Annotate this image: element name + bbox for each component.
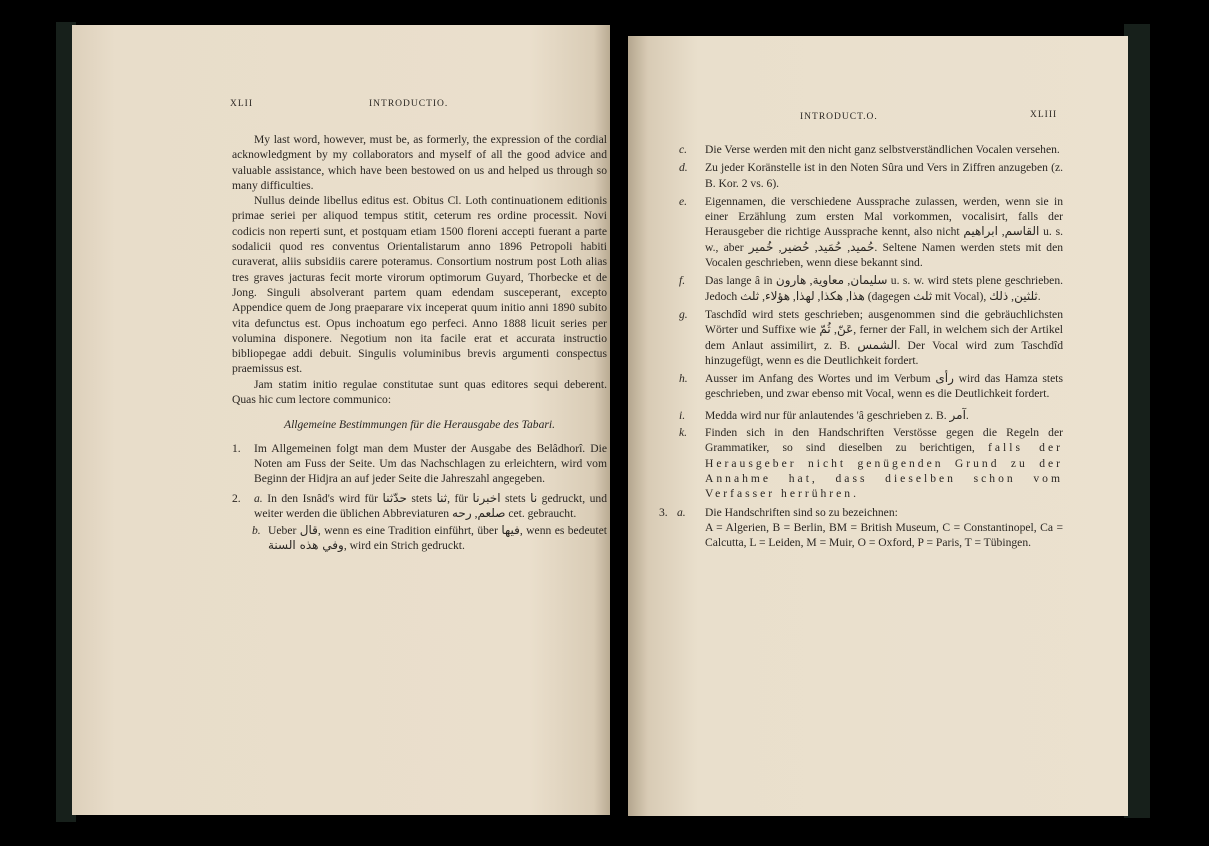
left-folio: XLII	[230, 99, 253, 109]
rule-k-text-1: Finden sich in den Handschriften Verstösse gegen die Regeln der Grammatiker, so sind dieselben zu berichtigen,	[705, 426, 1063, 455]
rule-2b-text-2: , wenn es eine Tradition einführt, über	[317, 524, 498, 538]
rule-2a-label: a.	[254, 491, 263, 505]
arabic-word: سليمان	[850, 273, 888, 288]
rule-e-text-3: . Seltene Namen werden stets mit den Vocalen geschrieben, wenn diese bekannt sind.	[705, 240, 1064, 270]
arabic-word: ذلك	[989, 288, 1009, 303]
arabic-word: ثلث	[913, 288, 933, 303]
rule-e-label: e.	[679, 194, 688, 208]
arabic-word: معاوية	[812, 273, 845, 288]
rule-e-text-2: u. s. w., aber	[705, 225, 1063, 254]
arabic-word: عَنّ	[836, 322, 854, 337]
arabic-word: هذا	[848, 288, 865, 303]
arabic-word: هارون	[775, 273, 807, 288]
rule-2a-text-6: ,	[474, 506, 478, 520]
arabic-word: هكذا	[820, 288, 844, 303]
rule-2b-label: b.	[252, 524, 261, 538]
arabic-word: حُميد	[850, 239, 875, 254]
rule-f-label: f.	[679, 274, 686, 288]
rule-k-label: k.	[679, 426, 688, 440]
rule-d-text: Zu jeder Koränstelle ist in den Noten Sûra und Vers in Ziffren anzugeben (z. B. Kor. 2 vs. 6).	[705, 161, 1063, 190]
arabic-word: ابراهيم	[963, 224, 998, 239]
arabic-word: هؤلاء	[765, 288, 791, 303]
rule-c-label: c.	[679, 143, 688, 156]
rule-2b	[232, 523, 607, 554]
rule-f-text-1: Das lange â in	[705, 274, 773, 288]
arabic-word: نا	[530, 490, 538, 505]
arabic-word: خُمير	[748, 239, 774, 254]
rule-f: f. Das lange â in سليمان, معاوية, هارون u. s. w. wird stets plene geschrieben. Jedoch هذا, هكذا, لهذا, هؤلاء, ثلث (dagegen ثلث mit Vocal), ثلثين, ذلك .	[679, 273, 1064, 303]
rule-3a	[659, 505, 1063, 551]
arabic-word: الشمس	[857, 337, 898, 352]
rule-h	[673, 371, 1063, 402]
rule-3a-label: a.	[677, 505, 686, 519]
rule-2a-text-3: , für	[447, 491, 469, 505]
arabic-word: آمر	[949, 407, 966, 422]
rule-f-text-2: u. s. w. wird stets plene geschrieben. Jedoch	[705, 274, 1064, 303]
rule-g-text-3: . Der Vocal wird zum Taschdîd hinzugefügt, wenn es die Deutlichkeit fordert.	[705, 338, 1064, 367]
rule-k	[673, 425, 1063, 501]
arabic-word: رحه	[452, 505, 472, 520]
arabic-word: اخبرنا	[472, 490, 501, 505]
arabic-word: رأى	[935, 371, 954, 386]
rule-2b-text-3: , wenn es bedeutet	[519, 524, 608, 538]
rule-3-number: 3.	[659, 505, 668, 519]
right-text-block	[659, 142, 1064, 550]
arabic-word: فيها	[501, 523, 520, 538]
rule-3a-text-1: Die Handschriften sind so zu bezeichnen:	[705, 505, 898, 519]
arabic-word: لهذا	[795, 288, 815, 303]
arabic-word: ثنا	[436, 490, 448, 505]
rule-2a	[232, 491, 607, 522]
rule-2a-text-2: stets	[411, 491, 433, 505]
rule-h-label: h.	[679, 372, 688, 386]
rule-f-text-3: (dagegen	[867, 289, 911, 303]
arabic-word: وفي هذه السنة	[268, 538, 344, 553]
arabic-word: ثلث	[740, 288, 760, 303]
rule-d-label: d.	[679, 161, 688, 175]
left-page	[72, 25, 610, 815]
left-paragraph-3: Jam statim initio regulae constitutae sunt quas editores sequi deberent. Quas hic cum lectore communico:	[232, 377, 607, 407]
rule-2a-text-1: In den Isnâd's wird für	[267, 491, 379, 505]
rule-2a-text-7: cet. gebraucht.	[508, 506, 577, 520]
rule-3a-text-2: A = Algerien, B = Berlin, BM = British Museum, C = Constantinopel, Ca = Calcutta, L = Leiden, M = Muir, O = Oxford, P = Paris, T = Tübingen.	[705, 520, 1063, 550]
rule-i: i. Medda wird nur für anlautendes 'â geschrieben z. B. آمر.	[679, 407, 969, 422]
rule-h-text-2: wird das Hamza stets geschrieben, und zwar ebenso mit Vocal, wenn es die Deutlichkeit fordert.	[705, 372, 1063, 401]
arabic-word: صلعم	[477, 505, 506, 520]
rule-2b-text-4: , wird ein Strich gedruckt.	[343, 539, 465, 553]
arabic-word: قال	[299, 523, 318, 538]
arabic-word: ثلثين	[1014, 288, 1038, 303]
right-folio: XLIII	[1030, 110, 1058, 120]
right-running-head: INTRODUCT.O.	[800, 112, 878, 122]
rule-e: e. Eigennamen, die verschiedene Aussprache zulassen, werden, wenn sie in einer Erzählung zum ersten Mal vorkommen, vocalisirt, falls der Herausgeber die richtige Aussprache kennt, also nicht القاسم, ابراهيم u. s. w., aber حُميد, حُمَيد, حُضير, خُمير . Seltene Namen werden stets mit den Vocalen geschrieben, wenn diese bekannt sind.	[679, 194, 1064, 270]
rule-i-text-1: Medda wird nur für anlautendes 'â geschrieben z. B.	[705, 408, 947, 422]
rule-h-text-1: Ausser im Anfang des Wortes und im Verbum	[705, 372, 931, 386]
arabic-word: ثُمّ	[819, 322, 831, 337]
arabic-word: القاسم	[1004, 224, 1040, 239]
rule-k-text-2: falls der Herausgeber nicht genügenden Grund zu der Annahme hat, dass dieselben schon vom Verfasser herrühren.	[705, 441, 1063, 501]
rule-1-number: 1.	[232, 441, 241, 455]
left-text-block	[232, 132, 607, 554]
rule-2b-text-1: Ueber	[268, 524, 297, 538]
rule-2a-text-5: gedruckt, und weiter werden die üblichen Abbreviaturen	[254, 491, 608, 520]
rule-2-number: 2.	[232, 491, 241, 505]
rules-heading: Allgemeine Bestimmungen für die Herausgabe des Tabari.	[283, 418, 556, 432]
rule-c	[673, 142, 1063, 157]
rule-g: g. Taschdîd wird stets geschrieben; ausgenommen sind die gebräuchlichsten Wörter und Suffixe wie عَنّ, ثُمّ , ferner der Fall, in welchem sich der Artikel dem Anlaut assimilirt, z. B. الشمس. Der Vocal wird zum Taschdîd hinzugefügt, wenn es die Deutlichkeit fordert.	[679, 307, 1064, 367]
rule-f-text-4: mit Vocal),	[935, 289, 987, 303]
rule-g-text-1: Taschdîd wird stets geschrieben; ausgenommen sind die gebräuchlichsten Wörter und Suffixe wie	[705, 307, 1063, 337]
rule-g-text-2: , ferner der Fall, in welchem sich der Artikel dem Anlaut assimilirt, z. B.	[705, 323, 1064, 352]
right-page	[628, 36, 1128, 816]
rule-1-text: Im Allgemeinen folgt man dem Muster der Ausgabe des Belâdhorî. Die Noten am Fuss der Seite. Um das Nachschlagen zu erleichtern, wird vom Beginn der Hidjra an auf jeder Seite die Jahreszahl angegeben.	[254, 441, 607, 486]
arabic-word: حدّثنا	[382, 490, 407, 505]
rule-2a-text-4: stets	[505, 491, 526, 505]
arabic-word: حُضير	[781, 239, 810, 254]
rule-d	[673, 160, 1063, 191]
rule-1	[232, 441, 607, 487]
left-running-head: INTRODUCTIO.	[369, 99, 449, 109]
rule-i-label: i.	[679, 408, 686, 422]
arabic-word: حُمَيد	[817, 239, 842, 254]
rule-e-text-1: Eigennamen, die verschiedene Aussprache zulassen, werden, wenn sie in einer Erzählung zum ersten Mal vorkommen, vocalisirt, falls der Herausgeber die richtige Aussprache kennt, also nicht	[705, 194, 1063, 239]
left-paragraph-2: Nullus deinde libellus editus est. Obitus Cl. Loth continuationem editionis primae seriei per aliquod tempus stitit, ceterum res ordine processit. Novi codicis non reperti sunt, et postquam etiam 1500 floreni accepti fuerant a parte sodalicii quod res conventus Orientalistarum anno 1896 Petropoli habiti curaverat, aliis subsidiis carere poteramus. Consortium nostrum post Loth alias tres graves jacturas fecit morte virorum optimorum Guyard, Thorbecke et de Jong. Singuli absolverant partem quam edendam susceperant, excepto Appendice quem de Jong praeparare vix inceperat quum initio anni 1890 subito vita defunctus est. Opus inchoatum ego perfeci. Anno 1888 licuit series per volumina disponere. Negotium non ita facile erat et accurata instructio bibliopegae addi debuit. Singulis voluminibus brevis argumenti conspectus praemissus est.	[232, 194, 607, 376]
left-paragraph-1: My last word, however, must be, as formerly, the expression of the cordial acknowledgment by my collaborators and myself of all the good advice and valuable assistance, which have been bestowed on us and helped us through so many difficulties.	[232, 133, 607, 192]
rule-c-text: Die Verse werden mit den nicht ganz selbstverständlichen Vocalen versehen.	[705, 143, 1060, 156]
rule-g-label: g.	[679, 307, 688, 321]
